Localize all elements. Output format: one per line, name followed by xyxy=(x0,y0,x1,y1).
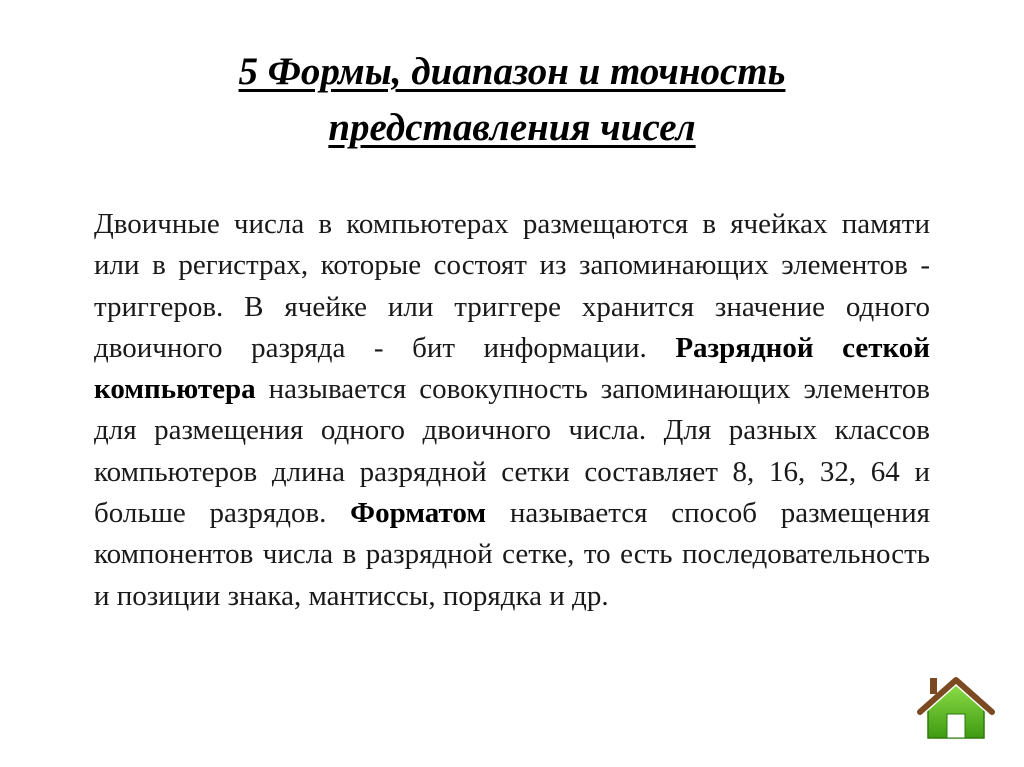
term-format: Форматом xyxy=(350,497,487,530)
body-paragraph xyxy=(94,204,930,617)
term-bit-grid: Разрядной сеткой компьютера xyxy=(94,331,930,406)
body-text-part-3: называется способ размещения компонентов числа в разрядной сетке, то есть последовательность и позиции знака, мантиссы, порядка и др. xyxy=(94,497,930,612)
title-line-2: представления чисел xyxy=(328,106,696,149)
body-text-part-1: Двоичные числа в компьютерах размещаются в ячейках памяти или в регистрах, которые состоят из запоминающих элементов - триггеров. В ячейке или триггере хранится значение одного двоичного разряда - бит информации. xyxy=(94,208,930,364)
slide-title xyxy=(0,44,1024,156)
home-button[interactable] xyxy=(916,672,996,742)
title-line-1: 5 Формы, диапазон и точность xyxy=(238,50,786,93)
body-text-part-2: называется совокупность запоминающих элементов для размещения одного двоичного числа. Для разных классов компьютеров длина разрядной сетки составляет 8, 16, 32, 64 и больше разрядов. xyxy=(94,373,930,530)
home-icon xyxy=(916,672,996,742)
